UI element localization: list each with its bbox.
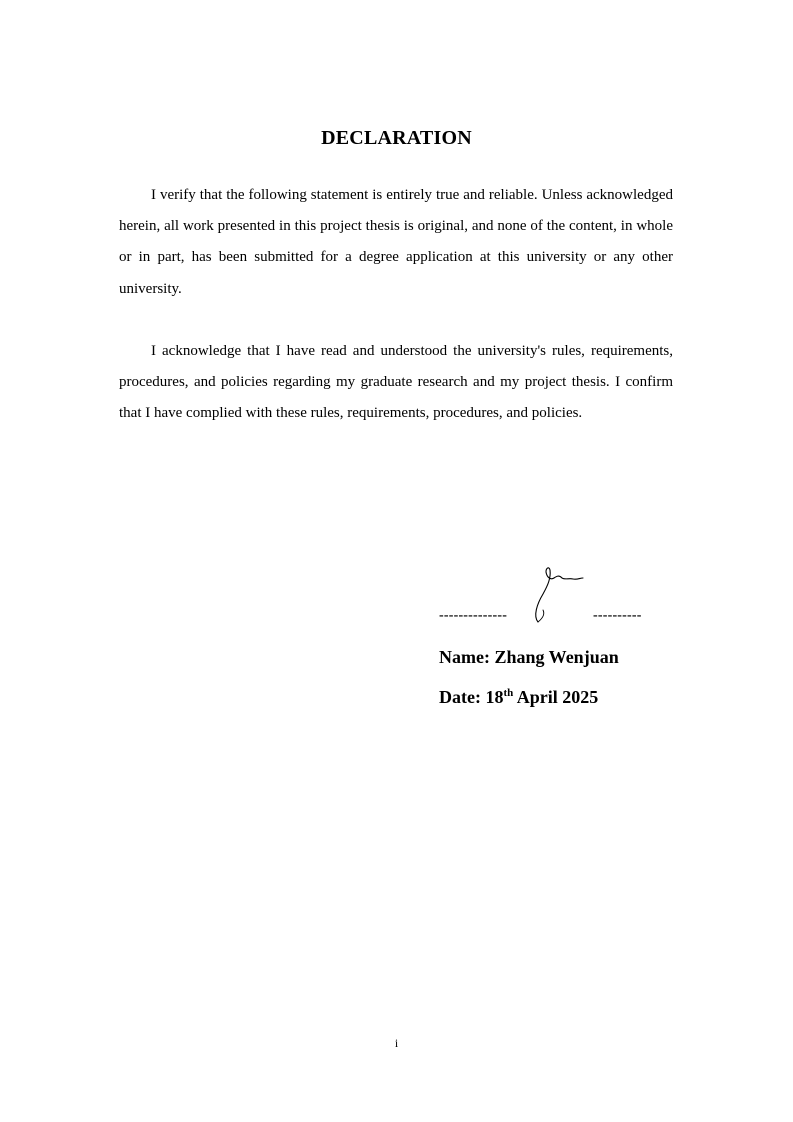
date-day: 18 [485,687,504,707]
name-value: Zhang Wenjuan [494,647,619,667]
date-label: Date: [439,687,481,707]
signature-date [439,686,598,708]
declaration-paragraph-2: I acknowledge that I have read and understood the university's rules, requirements, procedures, and policies regarding my graduate research and my project thesis. I confirm that I have complied with these rules, requirements, procedures, and policies. [119,343,673,422]
name-label: Name: [439,647,490,667]
handwritten-signature [529,556,593,626]
signatory-name [439,646,619,668]
date-month-year: April 2025 [516,687,599,707]
signature-block [439,556,679,726]
signature-line-right: ---------- [593,608,642,623]
declaration-paragraph-1: I verify that the following statement is entirely true and reliable. Unless acknowledged herein, all work presented in this project thesis is original, and none of the content, in whole or in part, has been submitted for a degree application at this university or any other university. [119,187,673,297]
page-number: i [394,1036,399,1050]
page-title: DECLARATION [321,127,472,149]
date-day-suffix: th [503,687,514,699]
signature-line-left: -------------- [439,608,508,623]
